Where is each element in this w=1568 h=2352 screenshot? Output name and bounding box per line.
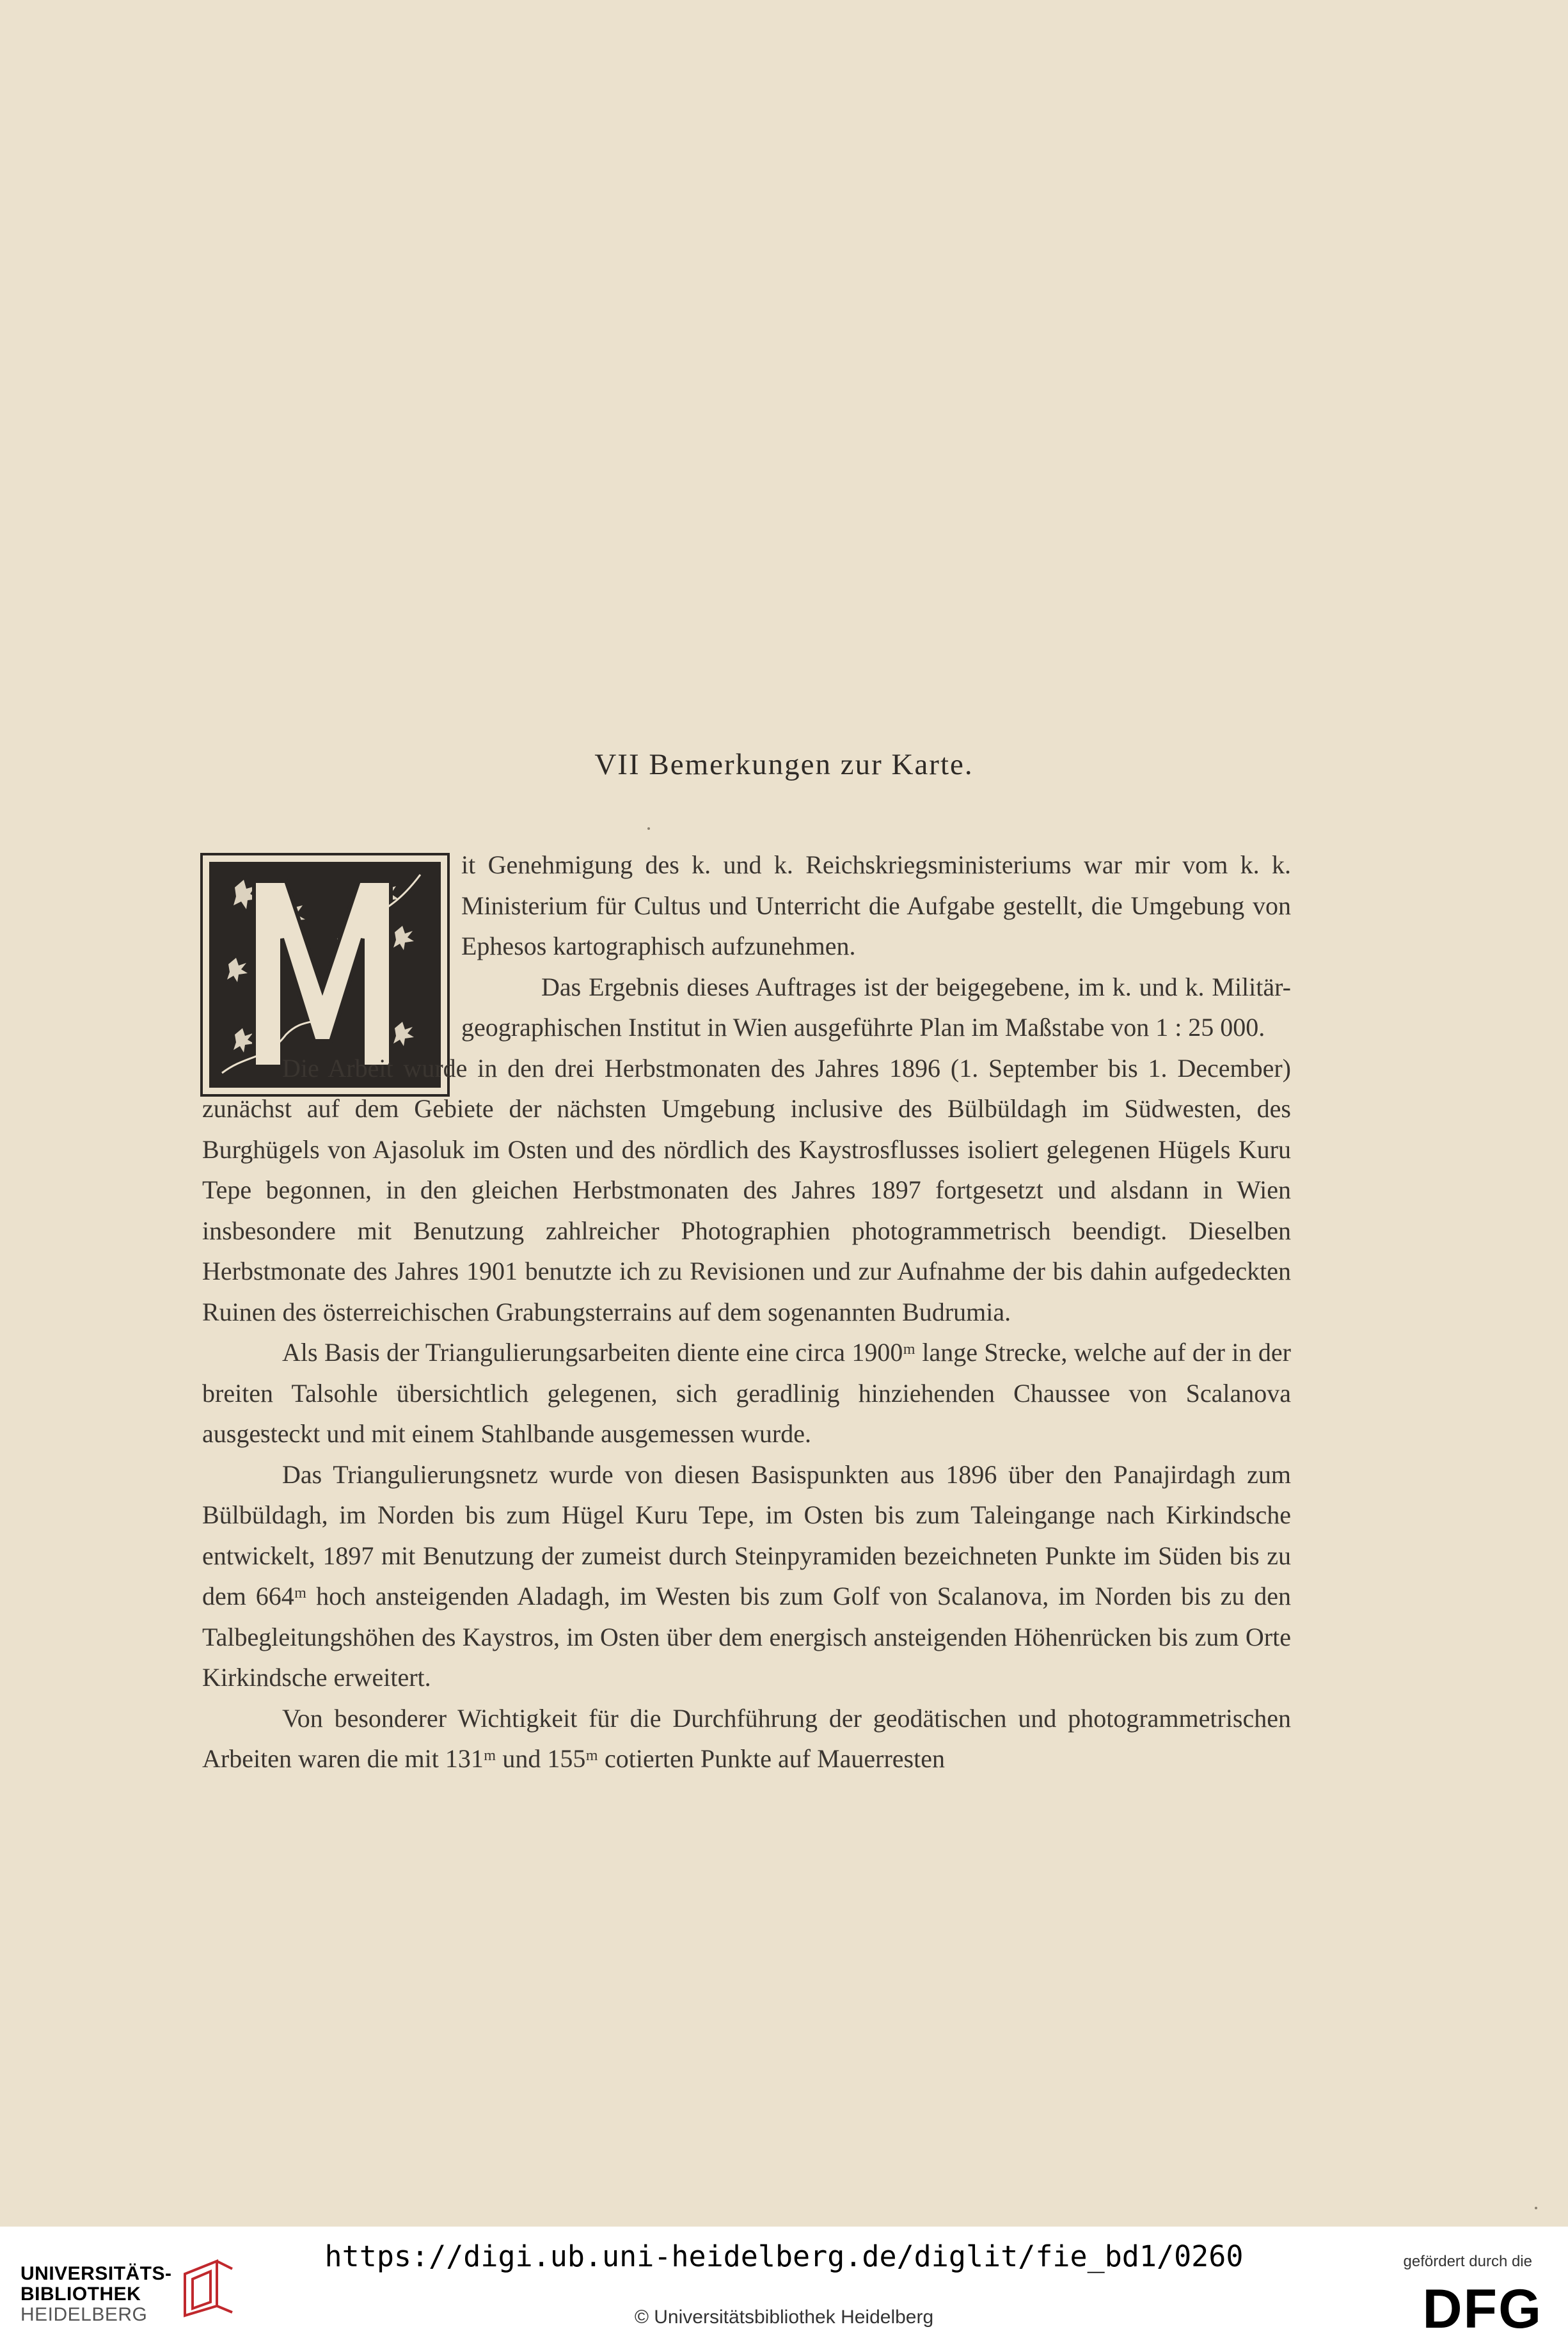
paragraph: it Genehmigung des k. und k. Reichskriegsministeriums war mir vom k. k. Ministerium für Cultus und Unterricht die Aufgabe gestellt, die Umgebung von Ephesos kartographisch aufzunehmen. (461, 850, 1291, 960)
logo-line: HEIDELBERG (20, 2304, 148, 2325)
paragraph: Das Triangulierungsnetz wurde von diesen Basispunkten aus 1896 über den Panajirdagh zum Bülbüldagh, im Norden bis zum Hügel Kuru Tepe, im Osten bis zum Taleingange nach Kirkindsche entwickelt, 1897 mit Benutzung der zumeist durch Steinpyramiden bezeichneten Punkte im Süden bis zu dem 664ᵐ hoch ansteigenden Aladagh, im Westen bis zum Golf von Scalanova, im Norden bis zu den Talbegleitungshöhen des Kaystros, im Osten über dem energisch ansteigenden Höhenrücken bis zum Orte Kirkindsche erweitert. (202, 1459, 1291, 1692)
funding-note: gefördert durch die (1403, 2253, 1532, 2270)
paragraph: Von besonderer Wichtigkeit für die Durchführung der geodätischen und photogrammetrischen Arbeiten waren die mit 131ᵐ und 155ᵐ cotierten Punkte auf Mauerresten (202, 1703, 1291, 1773)
paragraph: Das Ergebnis dieses Auftrages ist der beigegebene, im k. und k. Militär-geographischen Institut in Wien ausgeführte Plan im Maßstabe von 1 : 25 000. (461, 972, 1291, 1042)
paragraph: Die Arbeit wurde in den drei Herbstmonaten des Jahres 1896 (1. September bis 1. December) zunächst auf dem Gebiete der nächsten Umgebung inclusive des Bülbüldagh im Südwesten, des Burghügels von Ajasoluk im Osten und des nördlich des Kaystrosflusses isoliert gelegenen Hügels Kuru Tepe begonnen, in den gleichen Herbstmonaten des Jahres 1897 fortgesetzt und alsdann in Wien insbesondere mit Benutzung zahlreicher Photographien photogrammetrisch beendigt. Dieselben Herbstmonate des Jahres 1901 benutzte ich zu Revisionen und zur Aufnahme der bis dahin aufgedeckten Ruinen des österreichischen Grabungsterrains auf dem sogenannten Budrumia. (202, 1053, 1291, 1326)
body-text (202, 845, 1291, 1779)
speck (1535, 2207, 1537, 2209)
permalink-url[interactable]: https://digi.ub.uni-heidelberg.de/diglit/fie_bd1/0260 (324, 2239, 1244, 2273)
logo-line: BIBLIOTHEK (20, 2284, 141, 2305)
chapter-title: VII Bemerkungen zur Karte. (594, 748, 974, 781)
paragraph: Als Basis der Triangulierungsarbeiten diente eine circa 1900ᵐ lange Strecke, welche auf der in der breiten Talsohle übersichtlich gelegenen, sich geradlinig hinziehenden Chaussee von Scalanova ausgesteckt und mit einem Stahlbande ausgemessen wurde. (202, 1338, 1291, 1448)
copyright-notice: © Universitätsbibliothek Heidelberg (634, 2307, 934, 2328)
speck (647, 827, 650, 830)
logo-line: UNIVERSITÄTS- (20, 2263, 172, 2284)
dfg-logo[interactable]: DFG (1422, 2278, 1542, 2340)
